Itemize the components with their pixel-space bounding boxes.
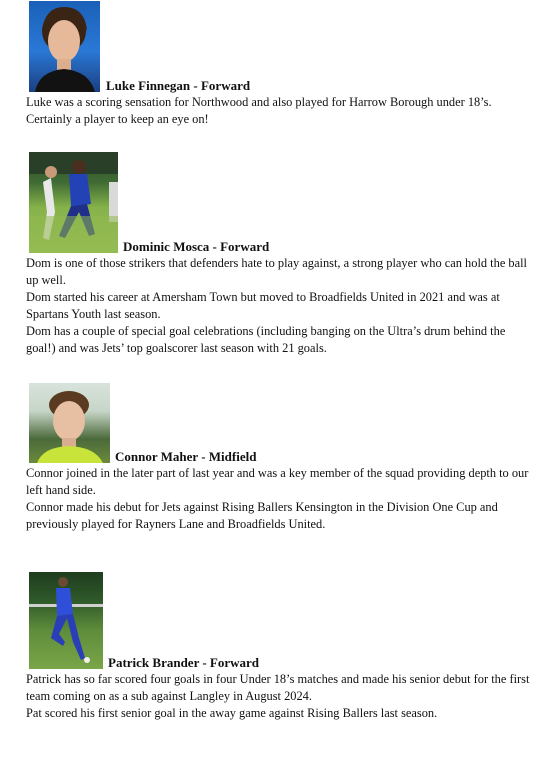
bio-paragraph: Pat scored his first senior goal in the away game against Rising Ballers last season.	[26, 706, 438, 720]
player-header	[26, 572, 531, 669]
player-header	[26, 152, 531, 253]
portrait-image	[29, 1, 100, 92]
player-name: Dominic Mosca - Forward	[123, 239, 270, 254]
bio-paragraph: Dom started his career at Amersham Town but moved to Broadfields United in 2021 and was at Spartans Youth last season.	[26, 290, 500, 321]
player-photo	[29, 383, 110, 463]
player-bio	[26, 255, 531, 357]
player-name: Connor Maher - Midfield	[115, 449, 257, 464]
player-card-dominic-mosca	[26, 152, 531, 357]
player-photo	[29, 1, 100, 92]
player-name: Luke Finnegan - Forward	[106, 78, 251, 93]
player-header	[26, 383, 531, 463]
player-bio	[26, 94, 531, 128]
bio-paragraph: Dom is one of those strikers that defenders hate to play against, a strong player who can hold the ball up well.	[26, 256, 527, 287]
player-header	[26, 1, 531, 92]
bio-paragraph: Dom has a couple of special goal celebrations (including banging on the Ultra’s drum behind the goal!) and was Jets’ top goalscorer last season with 21 goals.	[26, 324, 506, 355]
action-image	[29, 152, 118, 253]
player-card-connor-maher	[26, 383, 531, 533]
player-photo	[29, 572, 103, 669]
action-image	[29, 572, 103, 669]
player-bio	[26, 465, 531, 533]
bio-paragraph: Luke was a scoring sensation for Northwood and also played for Harrow Borough under 18’s. Certainly a player to keep an eye on!	[26, 95, 492, 126]
bio-paragraph: Patrick has so far scored four goals in four Under 18’s matches and made his senior debut for the first team coming on as a sub against Langley in August 2024.	[26, 672, 530, 703]
portrait-image	[29, 383, 110, 463]
player-card-patrick-brander	[26, 572, 531, 722]
player-card-luke-finnegan	[26, 1, 531, 128]
player-bio	[26, 671, 531, 722]
player-photo	[29, 152, 118, 253]
bio-paragraph: Connor joined in the later part of last year and was a key member of the squad providing depth to our left hand side.	[26, 466, 529, 497]
player-name: Patrick Brander - Forward	[108, 655, 260, 670]
bio-paragraph: Connor made his debut for Jets against Rising Ballers Kensington in the Division One Cup and previously played for Rayners Lane and Broadfields United.	[26, 500, 498, 531]
